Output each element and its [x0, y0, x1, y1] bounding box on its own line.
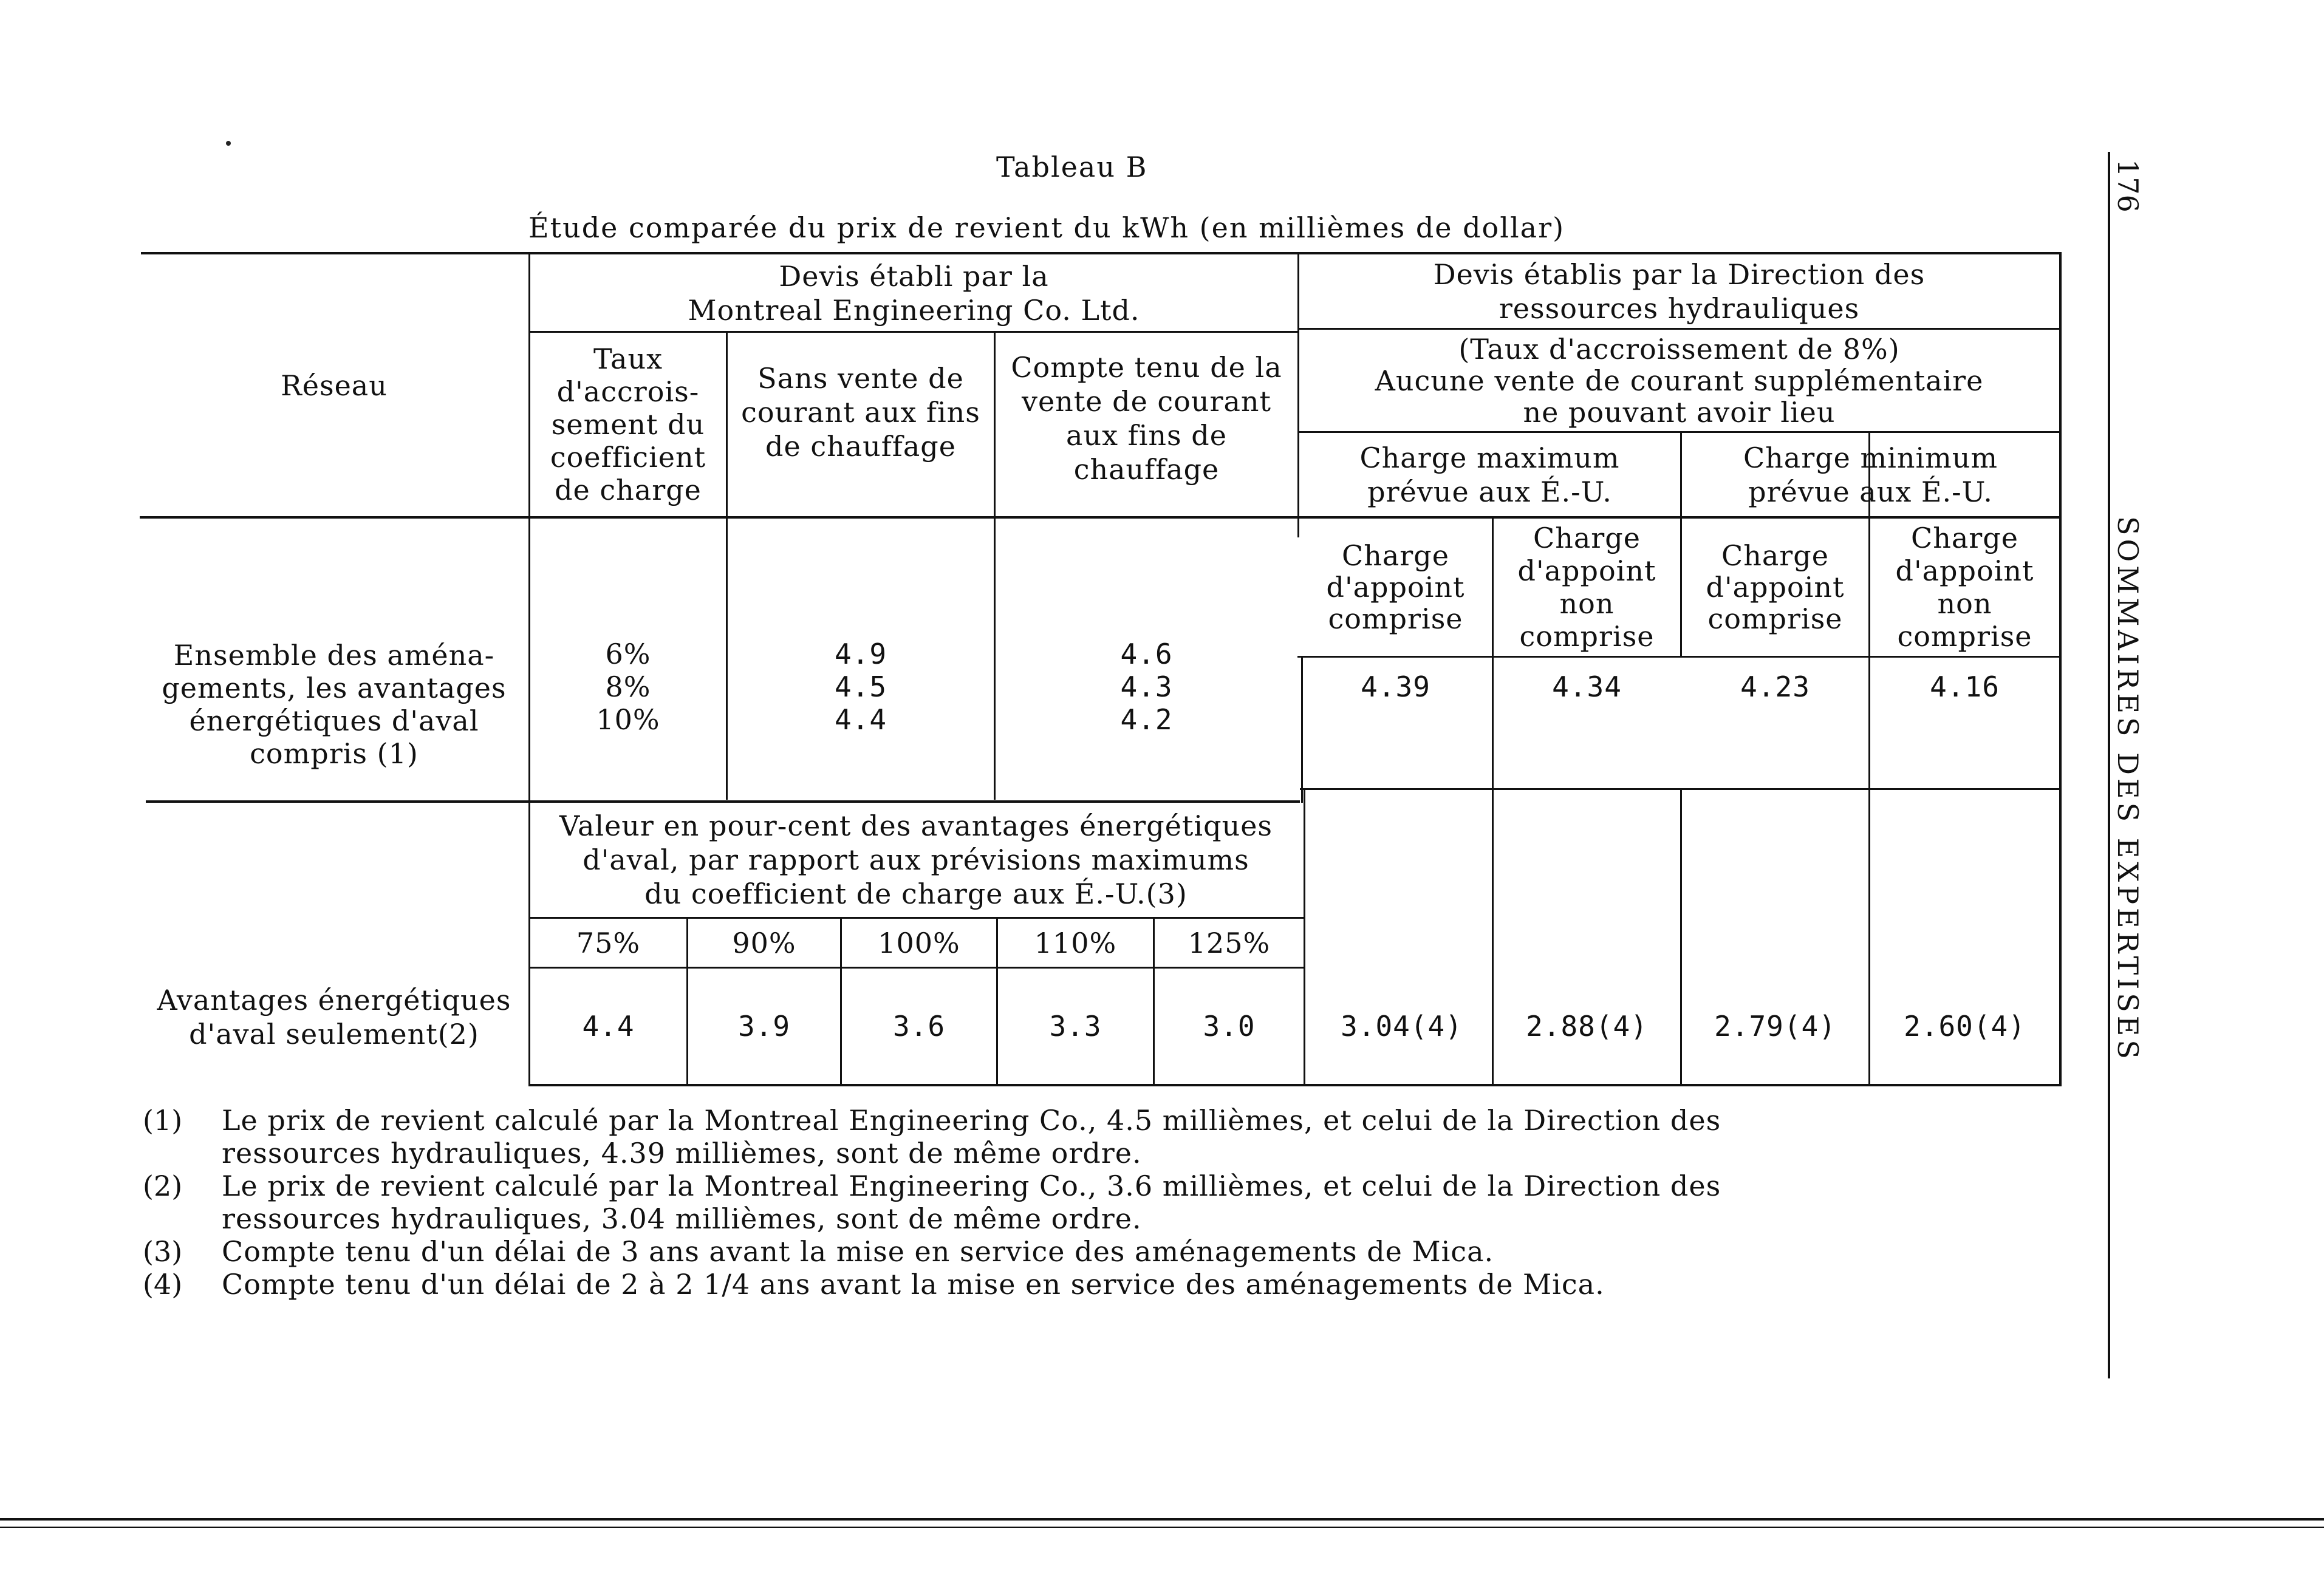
percent-header-90: 90% — [732, 926, 796, 959]
row1-sans-vente-values: 4.9 4.5 4.4 — [834, 638, 887, 736]
sans-vente-header: Sans vente de courant aux fins de chauffage — [741, 362, 980, 463]
valeur-header: Valeur en pour-cent des avantages énergétiques d'aval, par rapport aux prévisions maximums du coefficient de charge aux É.-U.(3) — [559, 809, 1273, 910]
row1-min-comprise: 4.23 — [1740, 670, 1810, 703]
page-bottom-rule — [0, 1518, 2324, 1521]
taux-accroissement-header: (Taux d'accroissement de 8%) Aucune vente de courant supplémentaire ne pouvant avoir lieu — [1375, 332, 1984, 429]
row1-taux-values: 6% 8% 10% — [596, 638, 660, 736]
charge-min-header: Charge minimum prévue aux É.-U. — [1743, 441, 1998, 508]
max-appoint-non-comprise-header: Charge d'appoint non comprise — [1517, 522, 1656, 653]
row1-compte-tenu-values: 4.6 4.3 4.2 — [1120, 638, 1173, 736]
row1-max-non-comprise: 4.34 — [1552, 670, 1622, 703]
page-bottom-rule-2 — [0, 1527, 2324, 1528]
row2-value-110: 3.3 — [1049, 1010, 1102, 1043]
direction-header: Devis établis par la Direction des ressources hydrauliques — [1433, 258, 1926, 325]
percent-header-110: 110% — [1034, 926, 1117, 959]
scan-speck — [226, 141, 231, 146]
table-title: Tableau B — [996, 151, 1148, 183]
footnote-2: (2) Le prix de revient calculé par la Montreal Engineering Co., 3.6 millièmes, et celui de la Direction des ressources hydrauliques, 3.04 millièmes, sont de même ordre. — [143, 1170, 1721, 1235]
row2-label: Avantages énergétiques d'aval seulement(2) — [157, 984, 511, 1051]
footnote-4: (4) Compte tenu d'un délai de 2 à 2 1/4 ans avant la mise en service des aménagements de Mica. — [143, 1268, 1605, 1301]
footnote-1: (1) Le prix de revient calculé par la Montreal Engineering Co., 4.5 millièmes, et celui de la Direction des ressources hydrauliques, 4.39 millièmes, sont de même ordre. — [143, 1104, 1721, 1170]
row2-value-75: 4.4 — [582, 1010, 635, 1043]
footnote-3: (3) Compte tenu d'un délai de 3 ans avant la mise en service des aménagements de Mica. — [143, 1235, 1494, 1268]
min-appoint-comprise-header: Charge d'appoint comprise — [1706, 539, 1845, 635]
row1-min-non-comprise: 4.16 — [1930, 670, 2000, 703]
percent-header-100: 100% — [878, 926, 960, 959]
row2-value-90: 3.9 — [737, 1010, 791, 1043]
montreal-header: Devis établi par la Montreal Engineering Co. Ltd. — [688, 259, 1140, 327]
charge-max-header: Charge maximum prévue aux É.-U. — [1359, 441, 1620, 508]
table-subtitle: Étude comparée du prix de revient du kWh (en millièmes de dollar) — [528, 211, 1565, 244]
compte-tenu-header: Compte tenu de la vente de courant aux fins de chauffage — [1011, 351, 1282, 486]
margin-rule — [2108, 152, 2110, 1378]
taux-header: Taux d'accrois- sement du coefficient de charge — [550, 342, 706, 506]
row2-min-comprise: 2.79(4) — [1714, 1010, 1836, 1043]
min-appoint-non-comprise-header: Charge d'appoint non comprise — [1895, 522, 2034, 653]
row2-value-100: 3.6 — [892, 1010, 946, 1043]
reseau-header: Réseau — [281, 369, 388, 402]
row2-min-non-comprise: 2.60(4) — [1904, 1010, 2026, 1043]
page-number: 176 — [2111, 159, 2144, 213]
row1-max-comprise: 4.39 — [1361, 670, 1430, 703]
percent-header-125: 125% — [1188, 926, 1271, 959]
running-title: SOMMAIRES DES EXPERTISES — [2111, 516, 2144, 1063]
footnotes — [143, 1104, 1965, 1301]
row2-max-comprise: 3.04(4) — [1341, 1010, 1463, 1043]
row2-value-125: 3.0 — [1203, 1010, 1256, 1043]
row2-max-non-comprise: 2.88(4) — [1526, 1010, 1648, 1043]
percent-header-75: 75% — [576, 926, 641, 959]
row1-label: Ensemble des aména- gements, les avantages énergétiques d'aval compris (1) — [162, 639, 507, 770]
max-appoint-comprise-header: Charge d'appoint comprise — [1326, 539, 1465, 635]
